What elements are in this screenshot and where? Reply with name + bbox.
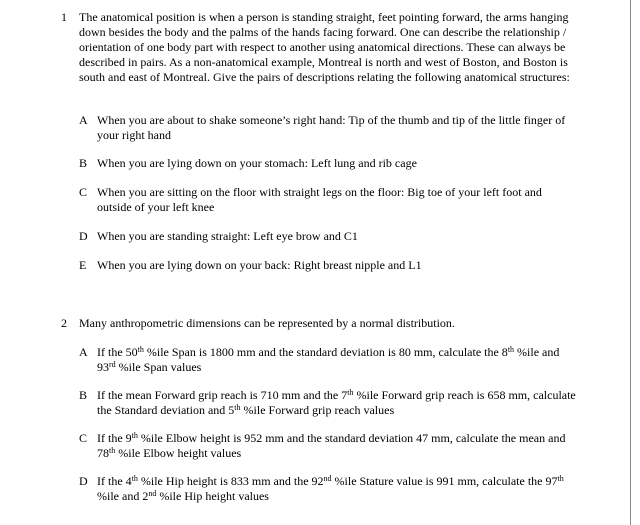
question-2-item-c-text: If the 9th %ile Elbow height is 952 mm and the standard deviation 47 mm, calculate the mean and 78th %ile Elbow height values [97,431,566,460]
question-2-item-a-text: If the 50th %ile Span is 1800 mm and the standard deviation is 80 mm, calculate the 8th %ile and 93rd %ile Span values [97,345,560,374]
question-2-item-b-text: If the mean Forward grip reach is 710 mm and the 7th %ile Forward grip reach is 658 mm, calculate the Standard deviation and 5th %ile Forward grip reach values [97,388,576,417]
question-1-item-c-text: When you are sitting on the floor with straight legs on the floor: Big toe of your left foot and outside of your left knee [97,185,542,214]
question-2-item-c-label: C [79,431,88,445]
question-1-item-d-text: When you are standing straight: Left eye brow and C1 [97,229,358,243]
question-1-item-a-text: When you are about to shake someone’s right hand: Tip of the thumb and tip of the little finger of your right hand [97,113,566,142]
question-1-item-e-label: E [79,258,87,272]
question-1-number: 1 [61,10,67,24]
question-2-item-d-text: If the 4th %ile Hip height is 833 mm and the 92nd %ile Stature value is 991 mm, calculate the 97th %ile and 2nd %ile Hip height values [97,474,564,503]
question-2-item-d-label: D [79,474,88,488]
question-1-item-c-label: C [79,185,88,199]
question-1-item-e-text: When you are lying down on your back: Right breast nipple and L1 [97,258,422,272]
question-1-text: The anatomical position is when a person is standing straight, feet pointing forward, the arms hanging down besides the body and the palms of the hands facing forward. One can describe the relationship / orientation of one body part with respect to another using anatomical directions. These can always be described in pairs. As a non-anatomical example, Montreal is north and west of Boston, and Boston is south and east of Montreal. Give the pairs of descriptions relating the following anatomical structures: [79,10,570,84]
question-1-item-a-label: A [79,113,88,127]
question-2-item-a-label: A [79,345,88,359]
question-1-item-d-label: D [79,229,88,243]
question-1-item-b-label: B [79,156,88,170]
page-edge-line [630,0,631,525]
question-2-item-b-label: B [79,388,88,402]
question-2-text: Many anthropometric dimensions can be represented by a normal distribution. [79,316,455,330]
question-2-number: 2 [61,316,67,330]
question-1-item-b-text: When you are lying down on your stomach: Left lung and rib cage [97,156,417,170]
